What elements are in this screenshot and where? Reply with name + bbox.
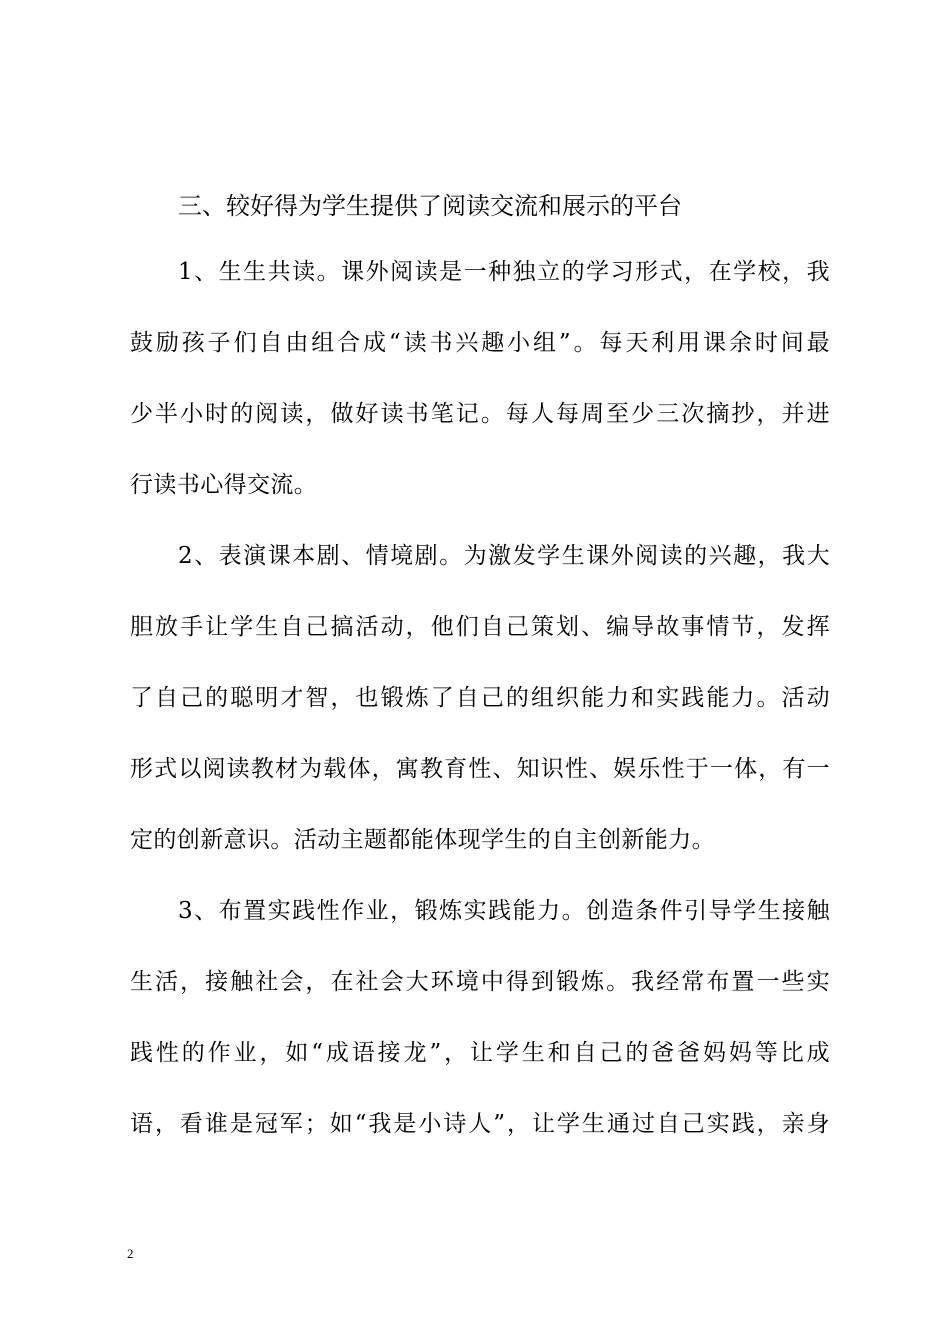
- paragraph-1-line-2: 鼓励孩子们自由组合成“读书兴趣小组”。每天利用课余时间最: [130, 330, 830, 356]
- paragraph-2-line-2: 胆放手让学生自己搞活动，他们自己策划、编导故事情节，发挥: [130, 614, 830, 640]
- section-heading: 三、较好得为学生提供了阅读交流和展示的平台: [178, 192, 682, 220]
- paragraph-3-line-3: 践性的作业，如“成语接龙”，让学生和自己的爸爸妈妈等比成: [130, 1040, 830, 1066]
- paragraph-1-line-4: 行读书心得交流。: [130, 472, 318, 498]
- paragraph-3-line-2: 生活，接触社会，在社会大环境中得到锻炼。我经常布置一些实: [130, 969, 830, 995]
- paragraph-1-line-3: 少半小时的阅读，做好读书笔记。每人每周至少三次摘抄，并进: [130, 401, 830, 427]
- paragraph-3-line-4: 语，看谁是冠军；如“我是小诗人”，让学生通过自己实践，亲身: [130, 1111, 830, 1137]
- paragraph-2-line-3: 了自己的聪明才智，也锻炼了自己的组织能力和实践能力。活动: [130, 685, 830, 711]
- paragraph-2-line-5: 定的创新意识。活动主题都能体现学生的自主创新能力。: [130, 827, 715, 853]
- page-number: 2: [127, 1246, 134, 1261]
- paragraph-3-line-1: 3、布置实践性作业，锻炼实践能力。创造条件引导学生接触: [178, 898, 830, 924]
- paragraph-1-line-1: 1、生生共读。课外阅读是一种独立的学习形式，在学校，我: [178, 259, 830, 285]
- paragraph-2-line-1: 2、表演课本剧、情境剧。为激发学生课外阅读的兴趣，我大: [178, 543, 830, 569]
- paragraph-2-line-4: 形式以阅读教材为载体，寓教育性、知识性、娱乐性于一体，有一: [130, 756, 830, 782]
